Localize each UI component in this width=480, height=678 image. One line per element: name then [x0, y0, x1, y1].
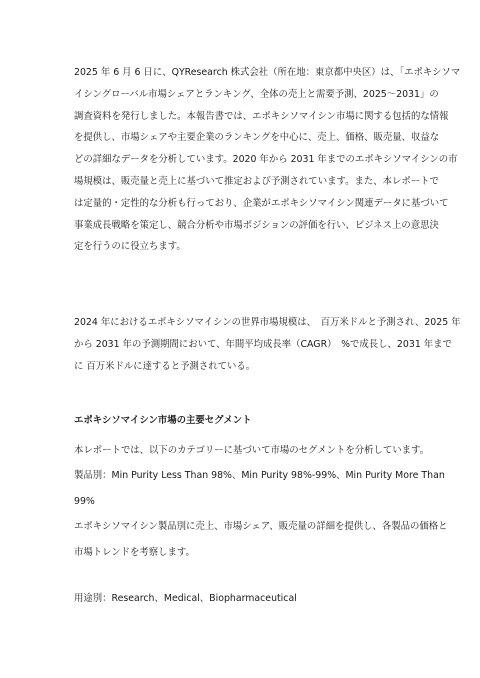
intro-line: を提供し、市場シェアや主要企業のランキングを中心に、売上、価格、販売量、収益な: [74, 132, 440, 144]
intro-line: 場規模は、販売量と売上に基づいて推定および予測されています。また、本レポートで: [74, 175, 439, 187]
intro-line: は定量的・定性的な分析も行っており、企業がエポキシソマイシン関連データに基づいて: [74, 197, 449, 209]
segment-line: 製品別：Min Purity Less Than 98%、Min Purity 98%-99%、Min Purity More Than: [74, 470, 445, 482]
intro-line: 2025 年 6 月 6 日に、QYResearch 株式会社（所在地：東京都中央区）は、「エポキシソマ: [74, 67, 461, 78]
intro-paragraph: [74, 62, 461, 258]
intro-line: 調査資料を発行しました。本報告書では、エポキシソマイシン市場に関する包括的な情報: [74, 110, 449, 122]
market-line: から 2031 年の予測期間において、年間平均成長率（CAGR） %で成長し、2031 年まで: [74, 338, 452, 350]
application-line: 用途別：Research、Medical、Biopharmaceutical: [74, 593, 297, 604]
market-size-paragraph: [74, 312, 461, 377]
market-line: 2024 年におけるエポキシソマイシンの世界市場規模は、 百万米ドルと予測され、2025 年: [74, 317, 461, 328]
segment-heading: エポキシソマイシン市場の主要セグメント: [74, 415, 252, 426]
intro-line: 事業成長戦略を策定し、競合分析や市場ポジションの評価を行い、ビジネス上の意思決: [74, 219, 439, 231]
intro-line: どの詳細なデータを分析しています。2020 年から 2031 年までのエポキシソマイシンの市: [74, 154, 458, 166]
segment-line: 本レポートでは、以下のカテゴリーに基づいて市場のセグメントを分析しています。: [74, 445, 430, 456]
market-line: に 百万米ドルに達すると予測されている。: [74, 360, 256, 372]
segment-line: 99%: [74, 495, 95, 507]
segment-line: エポキシソマイシン製品別に売上、市場シェア、販売量の詳細を提供し、各製品の価格と: [74, 521, 448, 533]
intro-line: イシングローバル市場シェアとランキング、全体の売上と需要予測、2025〜2031」の: [74, 88, 439, 100]
segment-line: 市場トレンドを考察します。: [74, 546, 195, 558]
intro-line: 定を行うのに役立ちます。: [74, 241, 186, 253]
segment-paragraph: [74, 438, 448, 565]
